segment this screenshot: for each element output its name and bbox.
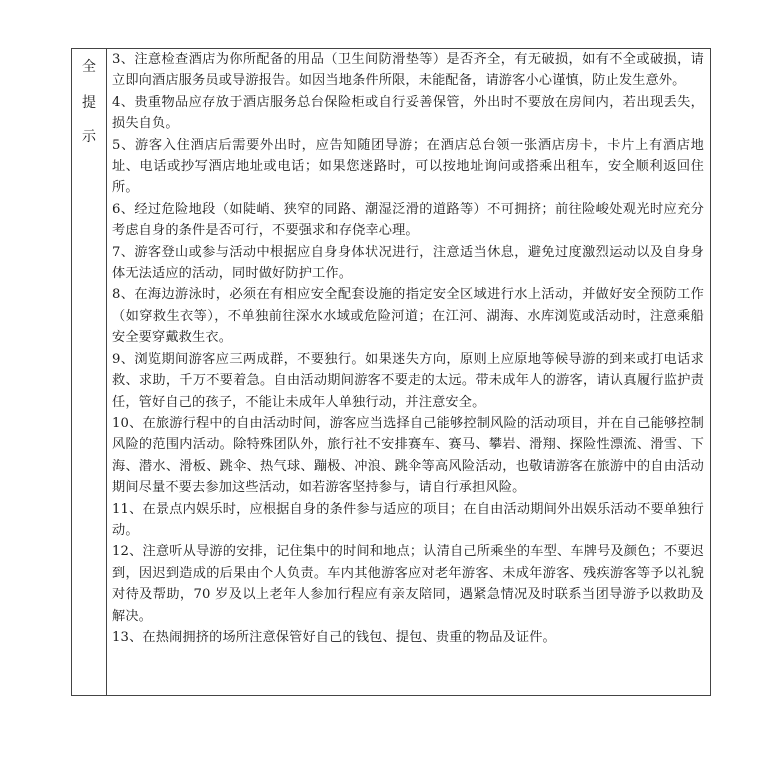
section-label bbox=[72, 49, 107, 695]
notice-content bbox=[107, 49, 710, 695]
section-label-char: 提 bbox=[82, 95, 96, 111]
notice-item-9: 9、浏览期间游客应三两成群，不要独行。如果迷失方向，原则上应原地等候导游的到来或打电话求救、求助，千万不要着急。自由活动期间游客不要走的太远。带未成年人的游客，请认真履行监护责任，管好自己的孩子，不能让未成年人单独行动，并注意安全。 bbox=[112, 351, 704, 410]
notice-item-7: 7、游客登山或参与活动中根据应自身身体状况进行，注意适当休息，避免过度激烈运动以及自身身体无法适应的活动，同时做好防护工作。 bbox=[112, 244, 704, 282]
notice-item-12: 12、注意听从导游的安排，记住集中的时间和地点；认清自己所乘坐的车型、车牌号及颜色；不要迟到，因迟到造成的后果由个人负责。车内其他游客应对老年游客、未成年游客、残疾游客等予以礼貌对待及帮助，70 岁及以上老年人参加行程应有亲友陪同，遇紧急情况及时联系当团导游予以救助及解决。 bbox=[112, 544, 704, 624]
notice-item-11: 11、在景点内娱乐时，应根据自身的条件参与适应的项目；在自由活动期间外出娱乐活动不要单独行动。 bbox=[112, 501, 704, 538]
notice-item-8: 8、在海边游泳时，必须在有相应安全配套设施的指定安全区域进行水上活动，并做好安全预防工作（如穿救生衣等），不单独前往深水水域或危险河道；在江河、湖海、水库浏览或活动时，注意乘船安全要穿戴救生衣。 bbox=[112, 287, 704, 346]
section-label-char: 示 bbox=[82, 129, 96, 145]
notice-item-10: 10、在旅游行程中的自由活动时间，游客应当选择自己能够控制风险的活动项目，并在自己能够控制风险的范围内活动。除特殊团队外，旅行社不安排赛车、赛马、攀岩、滑翔、探险性漂流、滑雪、下海、潜水、滑板、跳伞、热气球、蹦极、冲浪、跳伞等高风险活动，也敬请游客在旅游中的自由活动期间尽量不要去参加这些活动，如若游客坚持参与，请自行承担风险。 bbox=[112, 415, 704, 496]
notice-item-4: 4、贵重物品应存放于酒店服务总台保险柜或自行妥善保管，外出时不要放在房间内，若出现丢失，损失自负。 bbox=[112, 94, 704, 132]
notice-item-5: 5、游客入住酒店后需要外出时，应告知随团导游；在酒店总台领一张酒店房卡，卡片上有酒店地址、电话或抄写酒店地址或电话；如果您迷路时，可以按地址询问或搭乘出租车，安全顺利返回住所。 bbox=[112, 137, 704, 196]
notice-item-3: 3、注意检查酒店为你所配备的用品（卫生间防滑垫等）是否齐全，有无破损，如有不全或破损，请立即向酒店服务员或导游报告。如因当地条件所限，未能配备，请游客小心谨慎，防止发生意外。 bbox=[112, 52, 704, 89]
notice-table bbox=[71, 48, 711, 696]
notice-item-13: 13、在热闹拥挤的场所注意保管好自己的钱包、提包、贵重的物品及证件。 bbox=[112, 629, 556, 645]
section-label-char: 全 bbox=[82, 59, 96, 75]
notice-item-6: 6、经过危险地段（如陡峭、狭窄的同路、潮湿泛滑的道路等）不可拥挤；前往险峻处观光时应充分考虑自身的条件是否可行，不要强求和存侥幸心理。 bbox=[112, 201, 704, 239]
